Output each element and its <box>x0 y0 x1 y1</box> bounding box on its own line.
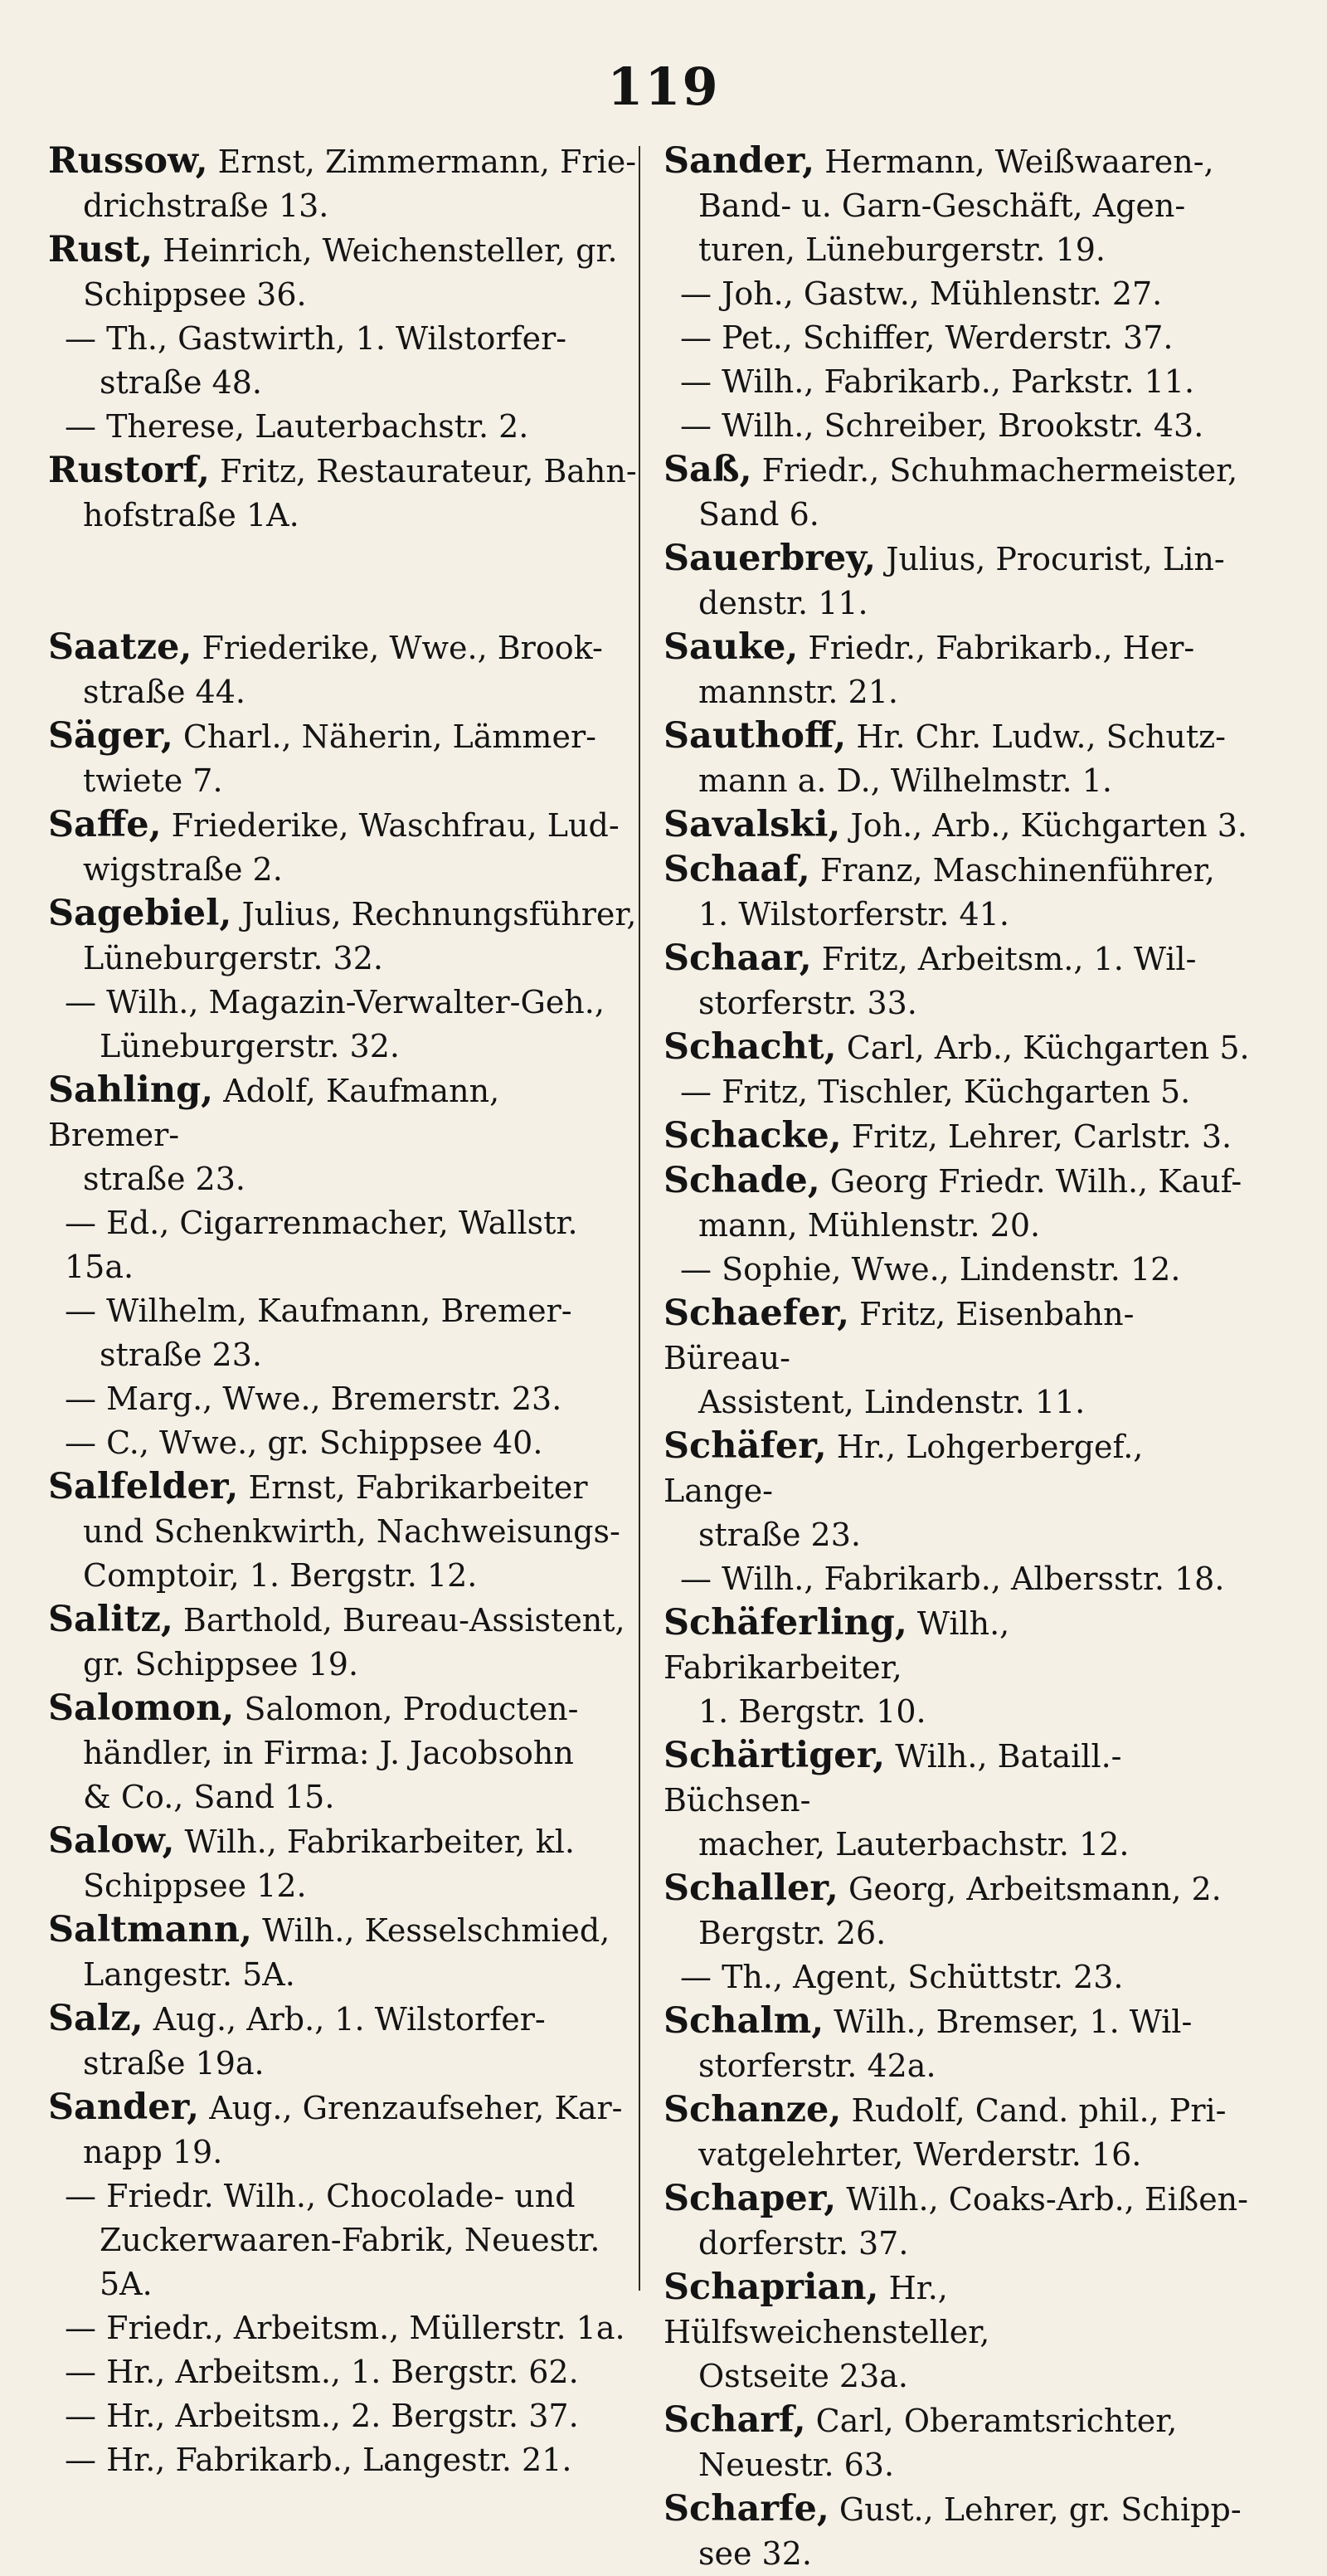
entry-details: Aug., Grenzaufseher, Kar- <box>199 2090 623 2126</box>
directory-entry <box>664 848 1254 937</box>
column-divider <box>639 146 640 2291</box>
entry-details: — Th., Agent, Schüttstr. 23. <box>680 1959 1124 1995</box>
entry-details: — Friedr. Wilh., Chocolade- und <box>65 2178 576 2214</box>
entry-continuation: Ostseite 23a. <box>698 2358 908 2394</box>
entry-continuation: Lüneburgerstr. 32. <box>83 940 383 976</box>
entry-continuation: hofstraße 1A. <box>83 497 299 533</box>
entry-continuation: turen, Lüneburgerstr. 19. <box>698 231 1106 268</box>
entry-continuation: Langestr. 5A. <box>83 1956 295 1993</box>
directory-entry <box>664 139 1254 272</box>
entry-surname: Sander, <box>664 140 815 182</box>
directory-entry <box>48 317 639 405</box>
entry-surname: Schanze, <box>664 2089 842 2130</box>
left-entries-before-gap <box>48 139 639 538</box>
left-entries-after-gap <box>48 626 639 2482</box>
entry-details: Georg Friedr. Wilh., Kauf- <box>819 1163 1242 1200</box>
entry-details: Barthold, Bureau-Assistent, <box>173 1602 625 1639</box>
directory-entry <box>48 405 639 449</box>
directory-entry <box>48 1289 639 1377</box>
entry-continuation: storferstr. 42a. <box>698 2048 936 2084</box>
directory-entry <box>664 1601 1254 1734</box>
directory-entry <box>48 1819 639 1908</box>
entry-continuation: denstr. 11. <box>698 585 868 621</box>
entry-surname: Schade, <box>664 1160 820 1201</box>
directory-entry <box>48 803 639 892</box>
entry-details: Fritz, Eisenbahn-Büreau- <box>664 1296 1135 1376</box>
entry-details: Friedr., Fabrikarb., Her- <box>798 630 1195 666</box>
entry-surname: Salitz, <box>48 1599 173 1640</box>
entry-details: — Ed., Cigarrenmacher, Wallstr. 15a. <box>65 1205 578 1285</box>
entry-details: — Wilh., Schreiber, Brookstr. 43. <box>680 407 1204 444</box>
directory-entry <box>48 2306 639 2350</box>
entry-details: Fritz, Lehrer, Carlstr. 3. <box>841 1118 1232 1155</box>
directory-entry <box>48 714 639 803</box>
entry-details: Hr. Chr. Ludw., Schutz- <box>846 718 1226 755</box>
entry-details: Friedr., Schuhmachermeister, <box>751 452 1238 489</box>
entry-details: — Marg., Wwe., Bremerstr. 23. <box>65 1381 562 1417</box>
entry-continuation: Sand 6. <box>698 496 819 533</box>
entry-details: — Wilh., Fabrikarb., Parkstr. 11. <box>680 363 1195 400</box>
directory-entry <box>664 803 1254 848</box>
entry-continuation: Lüneburgerstr. 32. <box>100 1028 400 1064</box>
directory-entry <box>664 2088 1254 2177</box>
entry-details: Gust., Lehrer, gr. Schipp- <box>829 2491 1242 2528</box>
entry-details: — Wilh., Magazin-Verwalter-Geh., <box>65 984 605 1020</box>
entry-surname: Salfelder, <box>48 1466 239 1507</box>
entry-surname: Salomon, <box>48 1687 235 1729</box>
entry-surname: Saffe, <box>48 804 162 845</box>
directory-entry <box>48 1687 639 1819</box>
directory-entry <box>48 2086 639 2174</box>
entry-details: — Pet., Schiffer, Werderstr. 37. <box>680 319 1174 356</box>
entry-continuation: Band- u. Garn-Geschäft, Agen- <box>698 187 1186 224</box>
directory-entry <box>48 2438 639 2482</box>
entry-continuation: mannstr. 21. <box>698 674 898 710</box>
entry-continuation: napp 19. <box>83 2134 223 2170</box>
entry-details: Wilh., Bataill.-Büchsen- <box>664 1738 1122 1819</box>
directory-entry <box>664 1025 1254 1070</box>
section-gap <box>48 538 639 626</box>
entry-surname: Säger, <box>48 715 173 757</box>
directory-entry <box>664 1114 1254 1159</box>
directory-entry <box>664 2177 1254 2266</box>
directory-entry <box>664 1734 1254 1867</box>
entry-details: Aug., Arb., 1. Wilstorfer- <box>143 2001 546 2038</box>
entry-surname: Saß, <box>664 449 752 490</box>
entry-surname: Saatze, <box>48 626 192 668</box>
directory-entry <box>664 1070 1254 1114</box>
directory-entry <box>664 404 1254 448</box>
entry-details: Fritz, Restaurateur, Bahn- <box>209 453 637 489</box>
directory-entry <box>48 892 639 981</box>
entry-surname: Rust, <box>48 229 153 270</box>
entry-details: — Therese, Lauterbachstr. 2. <box>65 408 529 445</box>
directory-entry <box>48 1069 639 1201</box>
entry-continuation: straße 23. <box>83 1161 245 1197</box>
entry-details: Ernst, Zimmermann, Frie- <box>207 144 637 180</box>
entry-surname: Rustorf, <box>48 450 210 491</box>
entry-details: — C., Wwe., gr. Schippsee 40. <box>65 1424 543 1461</box>
entry-continuation: Neuestr. 63. <box>698 2447 895 2483</box>
entry-details: — Hr., Arbeitsm., 2. Bergstr. 37. <box>65 2398 579 2434</box>
entry-continuation: straße 44. <box>83 674 245 710</box>
entry-details: Charl., Näherin, Lämmer- <box>173 718 596 755</box>
entry-surname: Sauthoff, <box>664 715 847 757</box>
entry-continuation: & Co., Sand 15. <box>83 1779 335 1815</box>
entry-continuation: mann a. D., Wilhelmstr. 1. <box>698 762 1112 799</box>
directory-entry <box>48 2394 639 2438</box>
directory-entry <box>664 1292 1254 1424</box>
entry-continuation: 1. Wilstorferstr. 41. <box>698 896 1009 933</box>
directory-entry <box>48 1465 639 1598</box>
entry-surname: Schaaf, <box>664 849 810 890</box>
entry-surname: Sahling, <box>48 1069 214 1111</box>
entry-surname: Sagebiel, <box>48 893 232 934</box>
directory-entry <box>48 1201 639 1289</box>
entry-details: Hr., Lohgerbergef., Lange- <box>664 1429 1144 1509</box>
entry-details: Wilh., Bremser, 1. Wil- <box>824 2004 1193 2040</box>
entry-continuation: händler, in Firma: J. Jacobsohn <box>83 1735 574 1771</box>
directory-entry <box>48 139 639 228</box>
directory-entry <box>664 1424 1254 1557</box>
left-column <box>48 139 639 2482</box>
entry-continuation: straße 48. <box>100 364 262 401</box>
entry-details: Salomon, Producten- <box>234 1691 579 1727</box>
entry-surname: Russow, <box>48 140 208 182</box>
entry-continuation: straße 19a. <box>83 2045 265 2082</box>
entry-surname: Schärtiger, <box>664 1735 886 1776</box>
entry-details: Wilh., Fabrikarbeiter, kl. <box>174 1824 575 1860</box>
entry-surname: Schacke, <box>664 1115 842 1157</box>
entry-surname: Schaper, <box>664 2178 837 2219</box>
entry-details: Joh., Arb., Küchgarten 3. <box>840 807 1247 844</box>
directory-entry <box>664 1867 1254 1955</box>
entry-continuation: Schippsee 12. <box>83 1867 307 1904</box>
entry-details: Julius, Rechnungsführer, <box>231 896 637 933</box>
directory-entry <box>664 1955 1254 1999</box>
entry-details: Wilh., Kesselschmied, <box>251 1912 610 1949</box>
entry-details: Friederike, Waschfrau, Lud- <box>161 807 620 844</box>
entry-details: Adolf, Kaufmann, Bremer- <box>48 1073 500 1153</box>
entry-details: — Wilhelm, Kaufmann, Bremer- <box>65 1293 572 1329</box>
entry-continuation: Schippsee 36. <box>83 276 307 313</box>
entry-details: Fritz, Arbeitsm., 1. Wil- <box>811 941 1197 977</box>
directory-entry <box>664 2398 1254 2487</box>
directory-entry <box>48 626 639 714</box>
entry-continuation: macher, Lauterbachstr. 12. <box>698 1826 1130 1863</box>
entry-surname: Schalm, <box>664 2000 824 2042</box>
directory-entry <box>664 448 1254 537</box>
page-number: 119 <box>607 56 720 117</box>
entry-details: Wilh., Fabrikarbeiter, <box>664 1605 1010 1686</box>
directory-entry <box>664 1557 1254 1601</box>
directory-entry <box>664 937 1254 1025</box>
entry-surname: Saltmann, <box>48 1909 252 1950</box>
entry-continuation: straße 23. <box>698 1517 861 1553</box>
directory-entry <box>664 1999 1254 2088</box>
entry-surname: Sauerbrey, <box>664 538 877 579</box>
entry-details: — Hr., Fabrikarb., Langestr. 21. <box>65 2442 572 2478</box>
entry-details: Hr., Hülfsweichensteller, <box>664 2270 990 2350</box>
entry-continuation: see 32. <box>698 2535 812 2572</box>
right-column <box>664 139 1254 2576</box>
entry-continuation: und Schenkwirth, Nachweisungs- <box>83 1513 620 1550</box>
entry-surname: Sauke, <box>664 626 799 668</box>
entry-continuation: Bergstr. 26. <box>698 1915 887 1951</box>
entry-continuation: 1. Bergstr. 10. <box>698 1693 926 1730</box>
entry-continuation: Zuckerwaaren-Fabrik, Neuestr. 5A. <box>100 2222 600 2302</box>
entry-continuation: Assistent, Lindenstr. 11. <box>698 1384 1086 1420</box>
directory-entry <box>48 981 639 1069</box>
directory-entry <box>48 1997 639 2086</box>
entry-surname: Scharf, <box>664 2399 806 2441</box>
entry-surname: Sander, <box>48 2087 200 2128</box>
directory-entry <box>664 360 1254 404</box>
directory-entry <box>664 1159 1254 1248</box>
entry-surname: Schaprian, <box>664 2267 879 2308</box>
entry-surname: Scharfe, <box>664 2488 829 2530</box>
directory-entry <box>664 2266 1254 2398</box>
directory-entry <box>664 2487 1254 2576</box>
directory-entry <box>664 714 1254 803</box>
entry-continuation: drichstraße 13. <box>83 187 329 224</box>
entry-continuation: twiete 7. <box>83 762 223 799</box>
directory-entry <box>664 316 1254 360</box>
entry-details: Julius, Procurist, Lin- <box>876 541 1225 577</box>
directory-entry <box>48 449 639 538</box>
directory-entry <box>48 2350 639 2394</box>
entry-continuation: storferstr. 33. <box>698 985 917 1021</box>
entry-details: Rudolf, Cand. phil., Pri- <box>841 2092 1227 2129</box>
entry-details: — Fritz, Tischler, Küchgarten 5. <box>680 1074 1191 1110</box>
directory-entry <box>664 272 1254 316</box>
entry-continuation: straße 23. <box>100 1337 262 1373</box>
directory-entry <box>48 1908 639 1997</box>
directory-entry <box>48 1421 639 1465</box>
entry-details: Ernst, Fabrikarbeiter <box>238 1469 588 1506</box>
entry-details: — Joh., Gastw., Mühlenstr. 27. <box>680 275 1163 312</box>
entry-details: Carl, Arb., Küchgarten 5. <box>836 1030 1250 1066</box>
entry-continuation: wigstraße 2. <box>83 851 283 888</box>
entry-details: — Sophie, Wwe., Lindenstr. 12. <box>680 1251 1181 1288</box>
entry-details: — Friedr., Arbeitsm., Müllerstr. 1a. <box>65 2310 625 2346</box>
entry-details: — Hr., Arbeitsm., 1. Bergstr. 62. <box>65 2354 579 2390</box>
entry-surname: Savalski, <box>664 804 841 845</box>
entry-details: Heinrich, Weichensteller, gr. <box>153 232 618 269</box>
entry-details: Friederike, Wwe., Brook- <box>192 630 603 666</box>
entry-continuation: mann, Mühlenstr. 20. <box>698 1207 1041 1244</box>
directory-entry <box>664 537 1254 626</box>
entry-details: Franz, Maschinenführer, <box>809 852 1215 889</box>
entry-surname: Salow, <box>48 1820 175 1862</box>
entry-details: Hermann, Weißwaaren-, <box>814 144 1214 180</box>
entry-details: — Th., Gastwirth, 1. Wilstorfer- <box>65 320 567 357</box>
entry-continuation: Comptoir, 1. Bergstr. 12. <box>83 1557 478 1594</box>
entry-surname: Schacht, <box>664 1026 837 1068</box>
entry-details: Carl, Oberamtsrichter, <box>805 2403 1178 2439</box>
entry-details: Wilh., Coaks-Arb., Eißen- <box>836 2181 1248 2218</box>
entry-surname: Schaar, <box>664 937 812 979</box>
entry-surname: Schaefer, <box>664 1293 850 1334</box>
entry-surname: Schaller, <box>664 1867 838 1909</box>
entry-surname: Schäfer, <box>664 1425 827 1467</box>
entry-surname: Salz, <box>48 1998 143 2039</box>
entry-details: Georg, Arbeitsmann, 2. <box>838 1871 1222 1907</box>
directory-entry <box>664 1248 1254 1292</box>
directory-entry <box>48 1598 639 1687</box>
entry-surname: Schäferling, <box>664 1602 907 1643</box>
directory-entry <box>48 2174 639 2306</box>
entry-details: — Wilh., Fabrikarb., Albersstr. 18. <box>680 1561 1225 1597</box>
entry-continuation: dorferstr. 37. <box>698 2225 909 2262</box>
entry-continuation: vatgelehrter, Werderstr. 16. <box>698 2136 1142 2173</box>
directory-entry <box>48 1377 639 1421</box>
directory-entry <box>48 228 639 317</box>
entry-continuation: gr. Schippsee 19. <box>83 1646 359 1682</box>
directory-entry <box>664 626 1254 714</box>
